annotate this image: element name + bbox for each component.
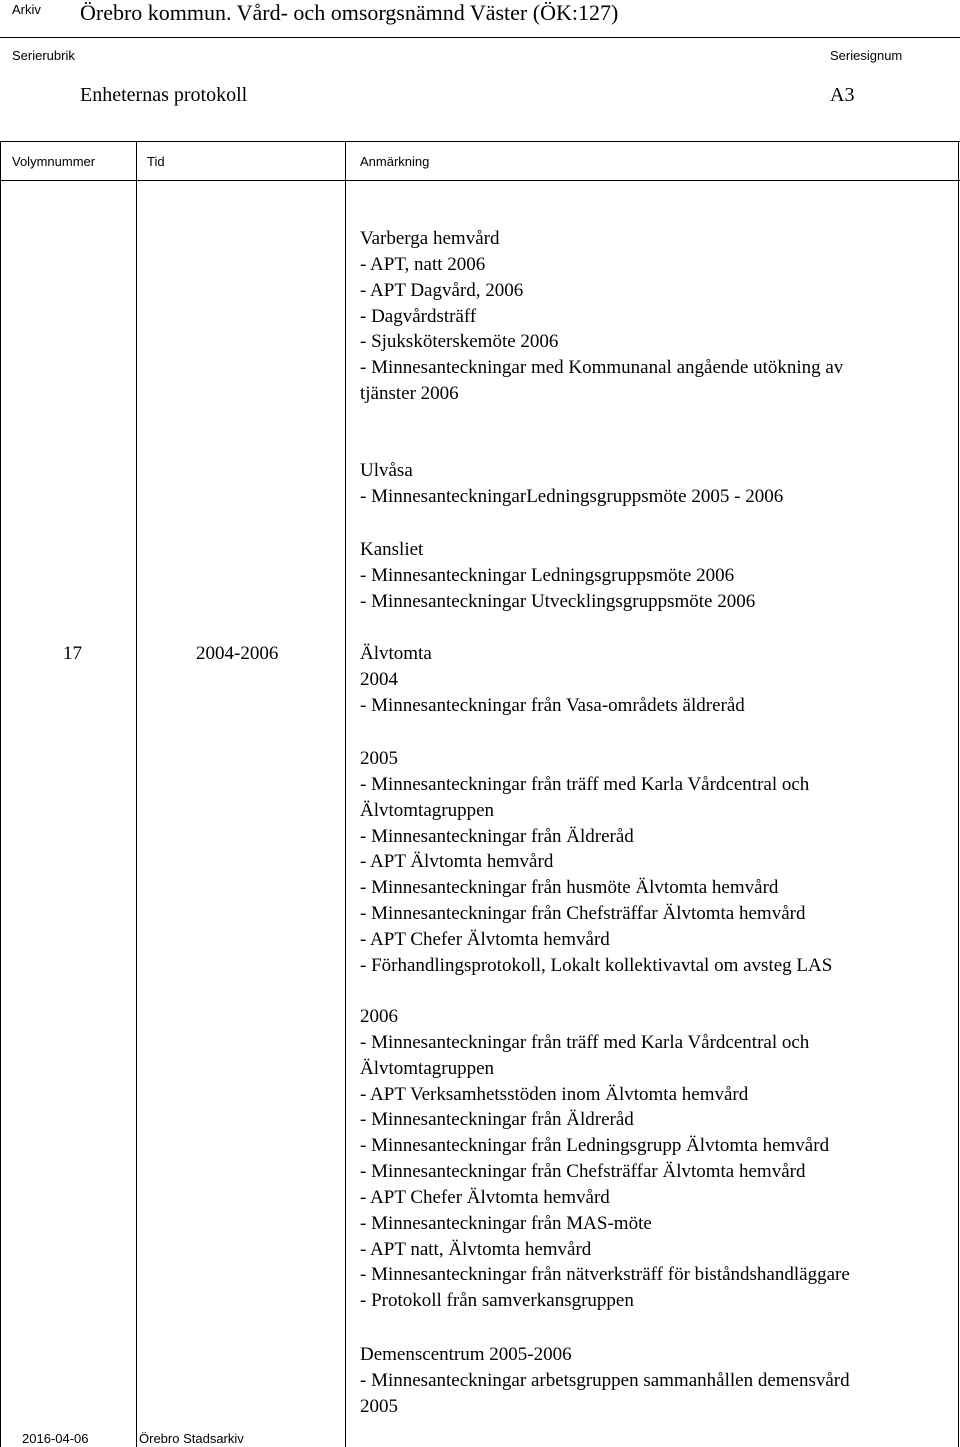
note-line: - Minnesanteckningar med Kommunanal angående utökning av — [360, 357, 844, 379]
note-block-kansliet — [360, 537, 955, 615]
table-top-border — [0, 141, 960, 142]
note-line: - Minnesanteckningar från träff med Karla Vårdcentral och — [360, 773, 810, 795]
note-block-demenscentrum — [360, 1342, 955, 1420]
header-divider — [0, 37, 960, 38]
column-header-divider — [0, 180, 960, 181]
note-block-alvtomta — [360, 641, 955, 719]
note-line: 2006 — [360, 1006, 398, 1027]
note-line: Ulvåsa — [360, 460, 413, 481]
note-line: - Minnesanteckningar Ledningsgruppsmöte 2006 — [360, 564, 735, 586]
note-block-varberga — [360, 226, 955, 407]
note-line: - Minnesanteckningar från husmöte Älvtomta hemvård — [360, 877, 779, 899]
note-line: - APT, natt 2006 — [360, 253, 486, 275]
note-line: - Minnesanteckningar från Vasa-områdets äldreråd — [360, 694, 745, 716]
note-line: - APT Verksamhetsstöden inom Älvtomta hemvård — [360, 1083, 749, 1105]
note-line: Älvtomta — [360, 643, 432, 664]
volymnummer-value: 17 — [63, 643, 82, 664]
note-block-ulvasa — [360, 458, 955, 510]
tid-value: 2004-2006 — [196, 643, 279, 664]
note-line: - APT Älvtomta hemvård — [360, 851, 554, 873]
seriesignum-label: Seriesignum — [830, 48, 903, 63]
note-line: - Minnesanteckningar från MAS-möte — [360, 1212, 652, 1234]
table-right-border — [958, 141, 959, 1447]
note-block-2005 — [360, 746, 955, 979]
arkiv-label: Arkiv — [12, 2, 41, 17]
note-line: - APT Dagvård, 2006 — [360, 279, 524, 301]
note-line: - Minnesanteckningar från Chefsträffar Älvtomta hemvård — [360, 1161, 806, 1183]
note-line: Älvtomtagruppen — [360, 1057, 495, 1079]
archive-title: Örebro kommun. Vård- och omsorgsnämnd Väster (ÖK:127) — [80, 0, 619, 25]
column-divider-1 — [136, 141, 137, 1447]
note-line: - APT natt, Älvtomta hemvård — [360, 1238, 592, 1260]
note-line: - Minnesanteckningar arbetsgruppen sammanhållen demensvård — [360, 1369, 850, 1391]
note-line: 2004 — [360, 668, 398, 690]
table-left-border — [0, 141, 1, 1447]
note-line: Kansliet — [360, 539, 424, 560]
note-line: Demenscentrum 2005-2006 — [360, 1344, 572, 1365]
serierubrik-value: Enheternas protokoll — [80, 84, 248, 106]
note-line: - Protokoll från samverkansgruppen — [360, 1290, 634, 1312]
note-line: - Minnesanteckningar från Ledningsgrupp Älvtomta hemvård — [360, 1135, 830, 1157]
note-line: - Dagvårdsträff — [360, 305, 477, 327]
column-header-tid: Tid — [147, 154, 165, 169]
footer-archive-name: Örebro Stadsarkiv — [139, 1431, 244, 1446]
seriesignum-value: A3 — [830, 84, 855, 106]
note-line: Älvtomtagruppen — [360, 799, 495, 821]
note-line: - Minnesanteckningar från nätverksträff för biståndshandläggare — [360, 1264, 850, 1286]
serierubrik-label: Serierubrik — [12, 48, 75, 63]
note-line: - Sjuksköterskemöte 2006 — [360, 331, 559, 353]
note-line: - APT Chefer Älvtomta hemvård — [360, 928, 610, 950]
note-line: tjänster 2006 — [360, 383, 459, 405]
note-line: - APT Chefer Älvtomta hemvård — [360, 1186, 610, 1208]
note-line: - Minnesanteckningar från Äldreråd — [360, 1109, 634, 1131]
note-line: 2005 — [360, 1395, 398, 1417]
footer-date: 2016-04-06 — [22, 1431, 89, 1446]
column-divider-2 — [345, 141, 346, 1447]
note-block-2006 — [360, 1004, 955, 1314]
note-line: - Minnesanteckningar från Chefsträffar Älvtomta hemvård — [360, 903, 806, 925]
note-line: - Minnesanteckningar från Äldreråd — [360, 825, 634, 847]
column-header-volymnummer: Volymnummer — [12, 154, 96, 169]
note-line: - Minnesanteckningar Utvecklingsgruppsmöte 2006 — [360, 590, 756, 612]
column-header-anmarkning: Anmärkning — [360, 154, 430, 169]
note-line: - Minnesanteckningar från träff med Karla Vårdcentral och — [360, 1031, 810, 1053]
note-line: Varberga hemvård — [360, 228, 500, 249]
note-line: 2005 — [360, 748, 398, 769]
note-line: - MinnesanteckningarLedningsgruppsmöte 2005 - 2006 — [360, 485, 784, 507]
note-line: - Förhandlingsprotokoll, Lokalt kollektivavtal om avsteg LAS — [360, 954, 833, 976]
